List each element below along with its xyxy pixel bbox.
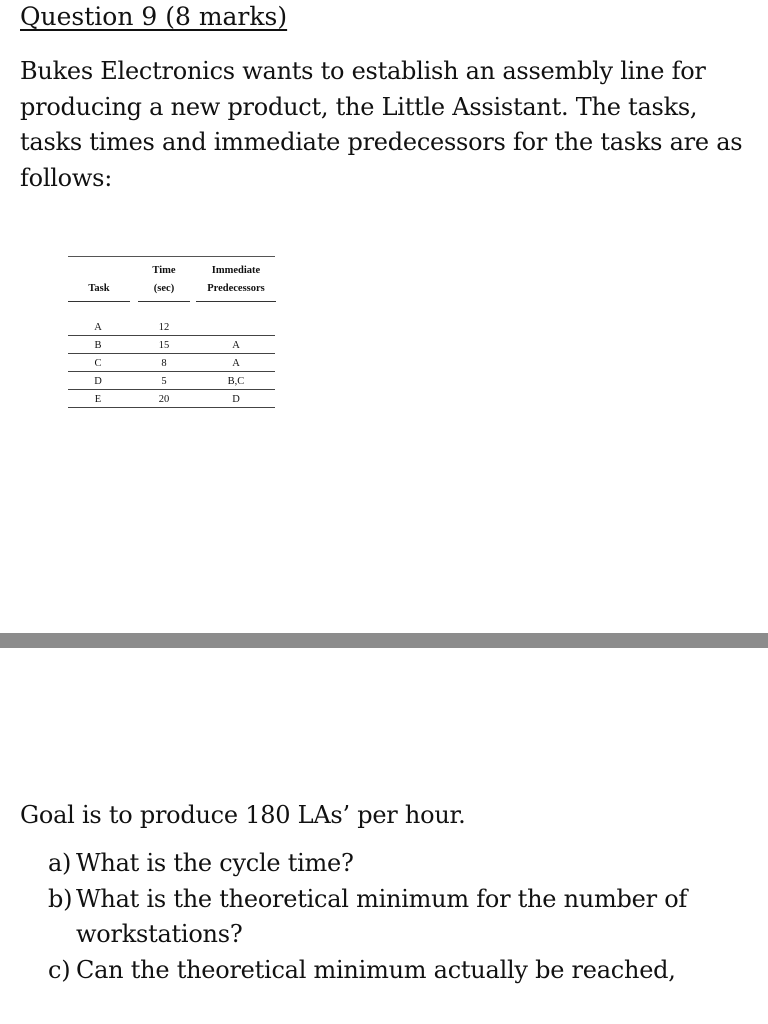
intro-line: follows:	[20, 163, 113, 192]
cell-task: C	[94, 358, 102, 369]
cell-task: B	[94, 340, 102, 351]
table-row	[68, 338, 275, 354]
cell-predecessors: A	[232, 340, 240, 351]
cell-predecessors: A	[232, 358, 240, 369]
question-marker: c)	[48, 955, 71, 984]
question-text: Can the theoretical minimum actually be reached,	[76, 955, 676, 984]
header-time-line1: Time	[152, 265, 176, 276]
table-body	[68, 320, 275, 410]
cell-time: 12	[158, 322, 170, 333]
question-list	[48, 846, 748, 988]
cell-time: 20	[158, 394, 170, 405]
intro-line: producing a new product, the Little Assistant. The tasks,	[20, 92, 698, 121]
question-marker: a)	[48, 849, 72, 877]
cell-task: E	[94, 394, 102, 405]
question-item	[48, 953, 748, 989]
cell-time: 8	[161, 358, 167, 369]
intro-line: Bukes Electronics wants to establish an assembly line for	[20, 57, 706, 85]
table-row	[68, 320, 275, 336]
cell-task: D	[94, 376, 102, 387]
header-rule	[138, 301, 190, 302]
header-time	[138, 262, 190, 298]
cell-predecessors: B,C	[227, 376, 245, 387]
header-predecessors	[196, 262, 276, 298]
header-task: Task	[88, 283, 110, 294]
page-divider	[0, 633, 768, 648]
question-text: What is the theoretical minimum for the number of workstations?	[76, 884, 688, 948]
question-item	[48, 846, 748, 882]
header-rule	[196, 301, 276, 302]
cell-task: A	[94, 322, 102, 333]
header-time-line2: (sec)	[153, 283, 175, 294]
question-marker: b)	[48, 884, 73, 913]
table-row	[68, 356, 275, 372]
table-row	[68, 392, 275, 408]
question-heading: Question 9 (8 marks)	[20, 2, 288, 31]
intro-paragraph	[20, 54, 755, 196]
header-pred-line2: Predecessors	[207, 283, 265, 294]
cell-predecessors: D	[232, 394, 240, 405]
table-row	[68, 374, 275, 390]
header-pred-line1: Immediate	[211, 265, 261, 276]
intro-line: tasks times and immediate predecessors for the tasks are as	[20, 128, 743, 156]
question-text: What is the cycle time?	[76, 849, 354, 877]
goal-statement: Goal is to produce 180 LAs’ per hour.	[20, 801, 466, 829]
cell-time: 15	[158, 340, 170, 351]
table-top-rule	[68, 256, 275, 257]
header-rule	[68, 301, 130, 302]
cell-time: 5	[161, 376, 167, 387]
question-item	[48, 882, 748, 953]
